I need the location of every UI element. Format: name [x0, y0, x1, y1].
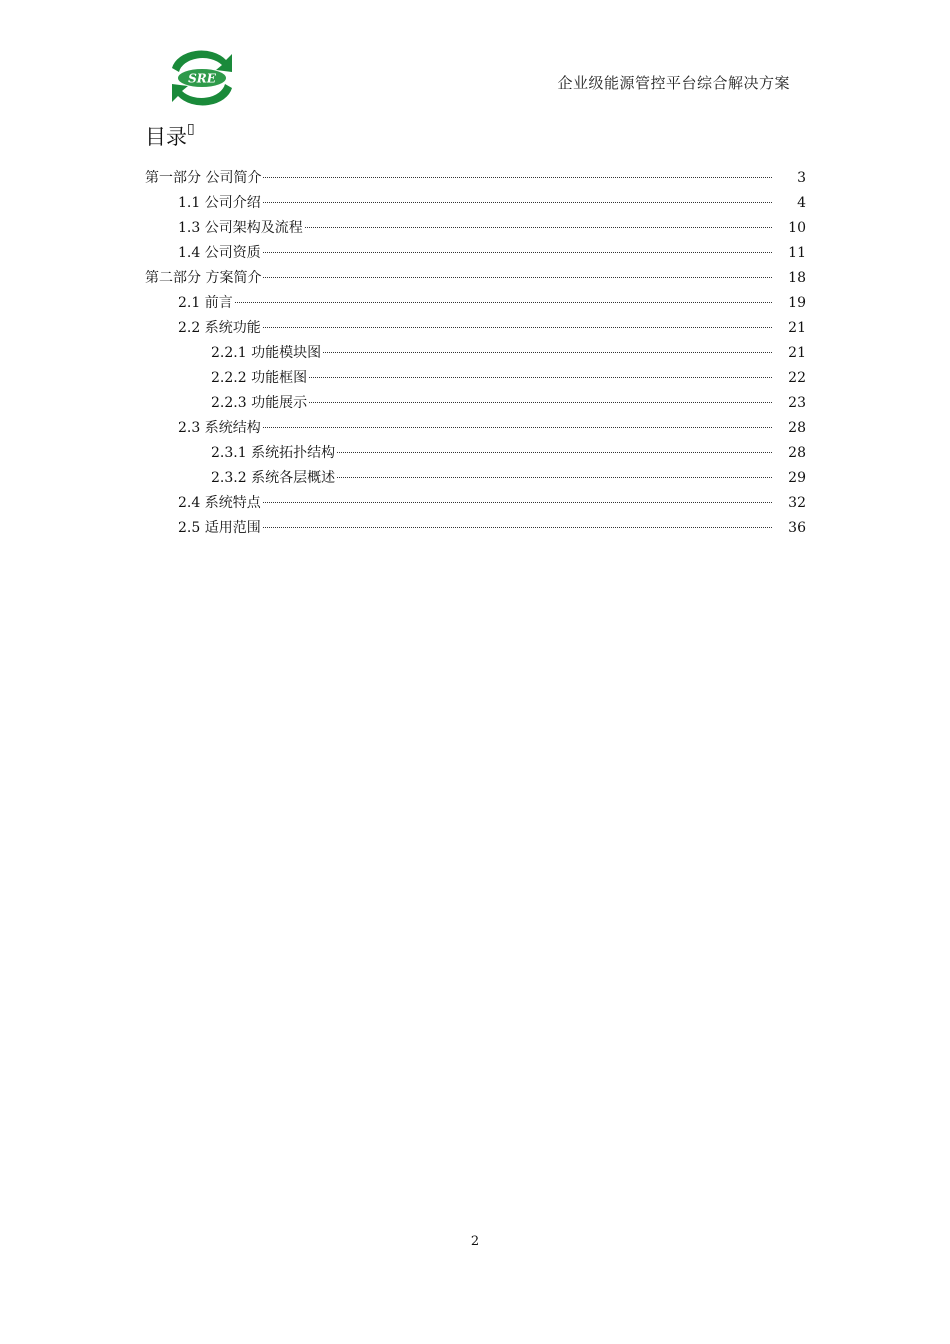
toc-entry-label: 2.3.2 系统各层概述: [211, 470, 336, 486]
toc-entry-label: 第二部分 方案简介: [145, 270, 262, 286]
toc-dot-leader: [305, 227, 772, 228]
toc-entry[interactable]: [145, 191, 806, 216]
toc-entry-page: 28: [788, 420, 806, 436]
toc-entry-label: 2.2.2 功能框图: [211, 370, 308, 386]
toc-entry[interactable]: [145, 341, 806, 366]
toc-entry-page: 3: [797, 170, 806, 186]
toc-entry[interactable]: [145, 516, 806, 541]
toc-dot-leader: [263, 202, 772, 203]
toc-entry-page: 18: [788, 270, 806, 286]
toc-entry[interactable]: [145, 416, 806, 441]
sre-logo-icon: [164, 46, 240, 110]
toc-entry-label: 1.1 公司介绍: [178, 195, 261, 211]
toc-entry[interactable]: [145, 391, 806, 416]
toc-entry-page: 11: [788, 245, 806, 261]
toc-entry-page: 4: [797, 195, 806, 211]
table-of-contents: [145, 166, 806, 541]
toc-dot-leader: [309, 377, 772, 378]
page-number: 2: [470, 1234, 480, 1249]
toc-entry[interactable]: [145, 441, 806, 466]
toc-dot-leader: [263, 327, 772, 328]
toc-entry-page: 21: [788, 320, 806, 336]
toc-entry-label: 2.1 前言: [178, 295, 233, 311]
toc-entry[interactable]: [145, 366, 806, 391]
toc-entry-label: 2.3.1 系统拓扑结构: [211, 445, 336, 461]
document-title: 企业级能源管控平台综合解决方案: [557, 74, 790, 92]
toc-entry-page: 36: [788, 520, 806, 536]
toc-entry-label: 2.2 系统功能: [178, 320, 261, 336]
toc-dot-leader: [263, 252, 772, 253]
toc-entry[interactable]: [145, 166, 806, 191]
toc-entry[interactable]: [145, 241, 806, 266]
toc-entry-label: 2.2.1 功能模块图: [211, 345, 322, 361]
toc-entry-page: 28: [788, 445, 806, 461]
logo-text: SRE: [188, 71, 216, 86]
toc-entry-label: 1.3 公司架构及流程: [178, 220, 303, 236]
toc-entry-label: 2.2.3 功能展示: [211, 395, 308, 411]
toc-dot-leader: [323, 352, 772, 353]
toc-entry-label: 第一部分 公司简介: [145, 170, 262, 186]
toc-dot-leader: [263, 427, 772, 428]
toc-entry[interactable]: [145, 266, 806, 291]
toc-entry-page: 23: [788, 395, 806, 411]
toc-entry-page: 21: [788, 345, 806, 361]
toc-entry[interactable]: [145, 291, 806, 316]
toc-dot-leader: [337, 477, 772, 478]
toc-dot-leader: [263, 527, 772, 528]
toc-heading: 目录▯: [145, 121, 195, 149]
toc-entry-label: 2.3 系统结构: [178, 420, 261, 436]
toc-entry-page: 29: [788, 470, 806, 486]
toc-dot-leader: [337, 452, 772, 453]
toc-entry-page: 10: [788, 220, 806, 236]
toc-entry-label: 1.4 公司资质: [178, 245, 261, 261]
toc-entry-page: 32: [788, 495, 806, 511]
toc-dot-leader: [263, 502, 772, 503]
toc-entry[interactable]: [145, 316, 806, 341]
toc-entry-label: 2.5 适用范围: [178, 520, 261, 536]
toc-dot-leader: [263, 277, 772, 278]
toc-entry[interactable]: [145, 466, 806, 491]
toc-entry-page: 19: [788, 295, 806, 311]
toc-entry[interactable]: [145, 216, 806, 241]
toc-dot-leader: [235, 302, 772, 303]
toc-dot-leader: [309, 402, 772, 403]
toc-entry-label: 2.4 系统特点: [178, 495, 261, 511]
company-logo: [164, 46, 240, 110]
toc-entry[interactable]: [145, 491, 806, 516]
toc-dot-leader: [263, 177, 772, 178]
toc-entry-page: 22: [788, 370, 806, 386]
